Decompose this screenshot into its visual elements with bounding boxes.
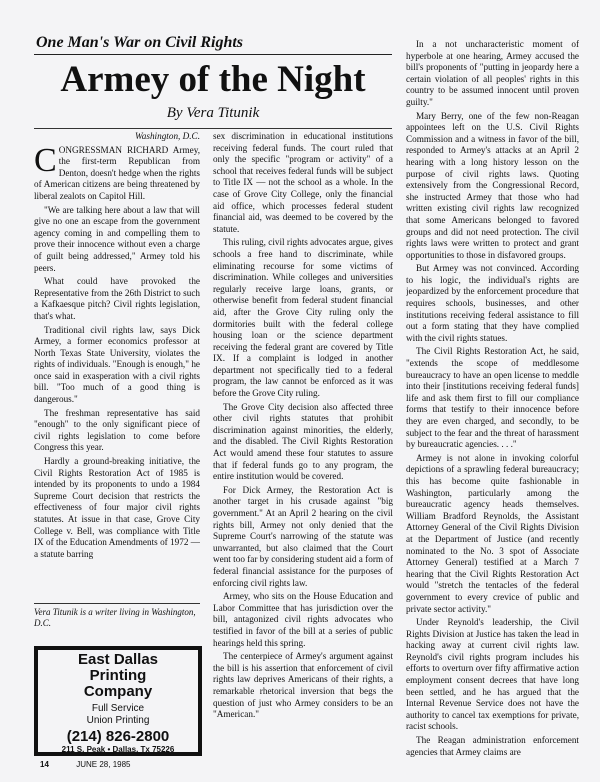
dateline: Washington, D.C. bbox=[134, 131, 200, 141]
page-footer bbox=[40, 760, 240, 770]
article-paragraph: But Armey was not convinced. According to his logic, the individual's rights are jeopardized by the enforcement procedure that requires schools, businesses, and other institutions receiving federal assistance to fill out a form stating that they have complied with the civil rights statues. bbox=[406, 263, 579, 343]
article-byline: By Vera Titunik bbox=[166, 105, 260, 121]
article-paragraph: "We are talking here about a law that will give no one an escape from the government agency coming in and compelling them to prove their innocence without even a charge of guilt being addressed," Armey told his peers. bbox=[34, 204, 200, 273]
ad-name-line: Printing bbox=[89, 667, 147, 684]
article-paragraph: The Civil Rights Restoration Act, he said, "extends the scope of meddlesome bureaucracy to have an open license to meddle into their [institutions receiving federal funds] life and ask them first to fill our compliance forms that testify to their innocence before they are even charged, and secondly, to be subject to the fear and the threat of harassment by bureaucratic agencies. . . ." bbox=[406, 346, 579, 450]
article-paragraph: The Reagan administration enforcement agencies that Armey claims are bbox=[406, 735, 579, 757]
ad-address: 211 S. Peak • Dallas, Tx 75226 bbox=[61, 745, 175, 754]
article-paragraph: For Dick Armey, the Restoration Act is another target in his crusade against "big government." At an April 2 hearing on the civil rights bill, Armey not only denied that the Supreme Court's narrowing of the statute was unwarranted, but also claimed that the Court went too far by considering student aid a form of federal financial assistance for the purposes of enforcing civil rights law. bbox=[213, 484, 393, 588]
article-paragraph: What could have provoked the Representative from the 26th District to such a Kafkaesque pitch? Civil rights legislation, that's what. bbox=[34, 276, 200, 321]
ad-services bbox=[38, 703, 198, 727]
ad-service-line: Full Service bbox=[91, 703, 145, 714]
kicker-rule bbox=[34, 54, 392, 55]
article-column-1 bbox=[34, 131, 200, 603]
article-column-2 bbox=[213, 131, 393, 781]
article-paragraph: The Grove City decision also affected three other civil rights statutes that prohibit discrimination against minorities, the elderly, and the disabled. The Civil Rights Restoration Act would amend these four statutes to assure that if federal funds go to any program, the entire institution would be covered. bbox=[213, 401, 393, 482]
article-paragraph bbox=[34, 141, 200, 203]
page-number: 14 bbox=[40, 760, 49, 769]
ad-name-line: East Dallas bbox=[77, 651, 159, 668]
printing-advertisement bbox=[34, 646, 202, 756]
article-paragraph: The centerpiece of Armey's argument against the bill is his assertion that enforcement of civil rights law deprives Americans of their rights, a remarkable rhetorical inversion that begs the question of just who Armey considers to be an "American." bbox=[213, 651, 393, 720]
ad-company-name bbox=[38, 652, 198, 700]
issue-date: JUNE 28, 1985 bbox=[76, 760, 131, 769]
ad-service-line: Union Printing bbox=[86, 715, 150, 726]
article-paragraph: The freshman representative has said "enough" to the only significant piece of civil rights legislation to come before Congress this year. bbox=[34, 407, 200, 453]
author-note-rule bbox=[34, 603, 200, 604]
article-paragraph: Traditional civil rights law, says Dick Armey, a former economics professor at North Texas State University, violates the rights of individuals. "Enough is enough," he once said in exasperation with a civil rights bill. "Too much of a good thing is dangerous." bbox=[34, 324, 200, 405]
article-paragraph: Armey is not alone in invoking colorful depictions of a sprawling federal bureaucracy; this has become quite fashionable in Washington, particularly among the bureaucratic agency heads themselves. William Bradford Reynolds, the Assistant Attorney General of the Civil Rights Division at the Department of Justice (and recently nominated to the No. 3 spot of Associate Attorney General) testified at a March 7 hearing that the Civil Rights Restoration Act would "stretch the tentacles of the federal government to every crevice of public and private sector activity." bbox=[406, 452, 579, 614]
drop-cap: C bbox=[34, 141, 57, 179]
ad-phone: (214) 826-2800 bbox=[66, 728, 170, 745]
article-paragraph: Armey, who sits on the House Education and Labor Committee that has jurisdiction over the bill, antagonized civil rights advocates who testified in favor of the bill at a series of public hearings held this spring. bbox=[213, 591, 393, 648]
byline-rule bbox=[34, 128, 392, 129]
article-paragraph: Mary Berry, one of the few non-Reagan appointees left on the U.S. Civil Rights Commission and a witness in favor of the bill, responded to Armey's attacks at an April 2 hearing with a long history lesson on the purpose of civil rights laws. Quoting extensively from the Congressional Record, she instructed Armey that those who had written existing civil rights law recognized that some Americans belonged to favored groups and did not need protection. The civil rights laws were written to protect and grant opportunities to those in disfavored groups. bbox=[406, 110, 579, 260]
article-column-3 bbox=[406, 39, 579, 776]
article-paragraph: This ruling, civil rights advocates argue, gives schools a free hand to discriminate, while eliminating recourse for some victims of discrimination. While colleges and universities regularly receive large loans, grants, or otherwise benefit from federal student financial aid, after the Grove City ruling only the dormitories built with the federal college housing loan or the science department receiving the federal grant are covered by Title IX. If a complaint is lodged in another department not specifically tied to a federal program, the law cannot be enforced as it was before the Grove City ruling. bbox=[213, 237, 393, 399]
article-paragraph: sex discrimination in educational institutions receiving federal funds. The court ruled that only the specific "program or activity" of a school that receives federal funds will be subject to Title IX — not the school as a whole. In the case of Grove City College, only the financial aid office, which processes federal student financial aid, was deemed to be covered by the statute. bbox=[213, 131, 393, 234]
article-paragraph: Under Reynold's leadership, the Civil Rights Division at Justice has taken the lead in hacking away at current civil rights law. Reynold's civil rights program includes his efforts to overturn over fifty affirmative action employment consent decrees that have long been settled, and he has argued that the Internal Revenue Service does not have the authority to cancel tax exemptions for private, racist schools. bbox=[406, 617, 579, 732]
article-paragraph: In a not uncharacteristic moment of hyperbole at one hearing, Armey accused the bill's proponents of "putting in jeopardy here a certain violation of all peoples' rights in this country to be assumed innocent until proven guilty." bbox=[406, 39, 579, 107]
article-kicker: One Man's War on Civil Rights bbox=[36, 34, 244, 51]
author-note: Vera Titunik is a writer living in Washington, D.C. bbox=[34, 607, 196, 628]
paragraph-text: ONGRESSMAN RICHARD Armey, the first-term Republican from Denton, doesn't hedge when the rights of American citizens are being threatened by liberal zealots on Capitol Hill. bbox=[34, 144, 200, 201]
ad-name-line: Company bbox=[83, 683, 153, 700]
article-title: Armey of the Night bbox=[60, 59, 366, 100]
article-paragraph: Hardly a ground-breaking initiative, the Civil Rights Restoration Act of 1985 is intended by its proponents to undo a 1984 Supreme Court decision that restricts the effectiveness of four major civil rights statutes. At issue in that case, Grove City College v. Bell, was compliance with Title IX of the Education Amendments of 1972 — a statute barring bbox=[34, 456, 200, 559]
